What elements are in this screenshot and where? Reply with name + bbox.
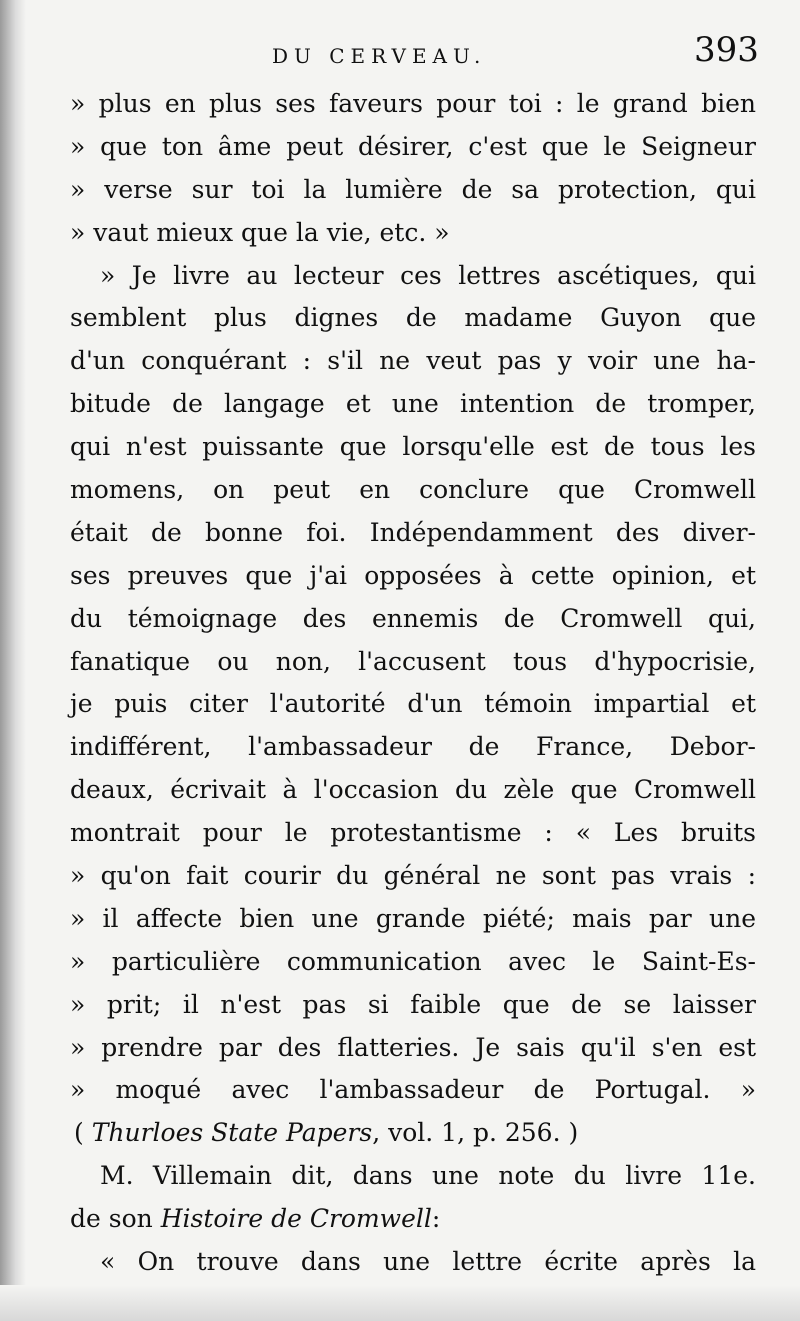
text-line: » prit; il n'est pas si faible que de se laisser	[70, 989, 756, 1019]
citation-open: (	[74, 1118, 92, 1148]
text-line: deaux, écrivait à l'occasion du zèle que Cromwell	[70, 775, 756, 805]
text-span: de son	[70, 1204, 161, 1234]
text-span: :	[431, 1204, 441, 1234]
page-header	[0, 30, 800, 80]
book-title: Histoire de Cromwell	[160, 1204, 432, 1234]
text-line	[70, 1198, 756, 1241]
text-line: bitude de langage et une intention de tromper,	[70, 389, 756, 419]
text-line: » verse sur toi la lumière de sa protection, qui	[70, 174, 756, 204]
body-text	[70, 83, 756, 1284]
text-line: fanatique ou non, l'accusent tous d'hypocrisie,	[70, 646, 756, 676]
citation-title: Thurloes State Papers	[91, 1118, 373, 1148]
text-line: du témoignage des ennemis de Cromwell qui,	[70, 603, 756, 633]
page-number: 393	[694, 30, 759, 70]
text-line: » qu'on fait courir du général ne sont pas vrais :	[70, 861, 756, 891]
text-line: montrait pour le protestantisme : « Les bruits	[70, 818, 756, 848]
text-line: » plus en plus ses faveurs pour toi : le grand bien	[70, 89, 756, 118]
text-line: était de bonne foi. Indépendamment des diver-	[70, 517, 756, 547]
text-line: » particulière communication avec le Saint-Es-	[70, 946, 756, 976]
text-line: d'un conquérant : s'il ne veut pas y voir une ha-	[70, 346, 756, 376]
text-line: indifférent, l'ambassadeur de France, Debor-	[70, 732, 756, 762]
text-line: » moqué avec l'ambassadeur de Portugal. »	[70, 1075, 756, 1105]
text-line: » prendre par des flatteries. Je sais qu'il s'en est	[70, 1032, 756, 1062]
page-bottom-shadow	[0, 1285, 800, 1321]
text-line: » que ton âme peut désirer, c'est que le Seigneur	[70, 131, 756, 161]
text-line: » Je livre au lecteur ces lettres ascétiques, qui	[100, 260, 756, 290]
text-line: M. Villemain dit, dans une note du livre 11e.	[100, 1161, 756, 1191]
text-line: momens, on peut en conclure que Cromwell	[70, 475, 756, 505]
text-line: » vaut mieux que la vie, etc. »	[70, 217, 450, 247]
text-line: semblent plus dignes de madame Guyon que	[70, 303, 756, 333]
citation-line	[70, 1112, 756, 1155]
running-head: DU CERVEAU.	[272, 44, 487, 68]
text-line: « On trouve dans une lettre écrite après la	[100, 1247, 756, 1277]
page-gutter-shadow	[0, 0, 26, 1321]
citation-rest: , vol. 1, p. 256. )	[372, 1118, 579, 1148]
text-line: qui n'est puissante que lorsqu'elle est de tous les	[70, 432, 756, 462]
text-line: ses preuves que j'ai opposées à cette opinion, et	[70, 560, 756, 590]
text-line: je puis citer l'autorité d'un témoin impartial et	[70, 689, 756, 719]
text-line: » il affecte bien une grande piété; mais par une	[70, 903, 756, 933]
